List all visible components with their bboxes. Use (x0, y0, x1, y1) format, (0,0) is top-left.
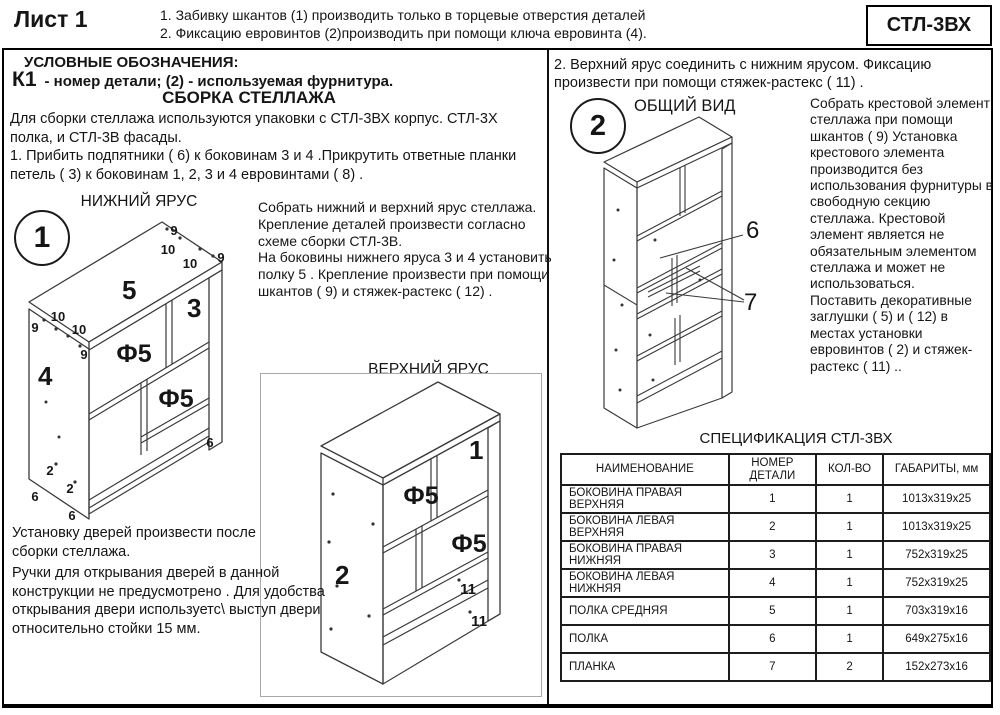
shelf-label-f5a: Ф5 (116, 340, 152, 368)
cell-qty: 1 (816, 485, 883, 513)
dowel-label-9a: 9 (170, 223, 178, 238)
table-row (561, 541, 990, 569)
cell-dims: 152x273x16 (883, 653, 990, 681)
upper-tier-title: ВЕРХНИЙ ЯРУС (368, 361, 489, 378)
cross-element-note-2: Поставить декоративные заглушки ( 5) и ( 12) в местах установки евровинтов ( 2) и стяжек-растекс ( 11) .. (810, 292, 973, 374)
cell-name: ПЛАНКА (561, 653, 729, 681)
col-header-dimensions: ГАБАРИТЫ, мм (883, 454, 990, 485)
doors-note-2: Ручки для открывания дверей в данной конструкции не предусмотрено . Для удобства открывания двери используетс\ выступ двери относительно стойки 15 мм. (12, 565, 325, 637)
table-row (561, 569, 990, 597)
sheet-title: Лист 1 (14, 6, 88, 32)
cell-dims: 703x319x16 (883, 597, 990, 625)
screw-label-2a: 2 (46, 463, 54, 478)
col-header-part-number: НОМЕР ДЕТАЛИ (729, 454, 816, 485)
cell-num: 5 (729, 597, 816, 625)
dowel-label-10a: 10 (160, 242, 176, 257)
part-label-4: 4 (38, 361, 53, 391)
part-label-2: 2 (335, 560, 350, 590)
lower-tier-diagram (4, 202, 244, 522)
cell-name: БОКОВИНА ПРАВАЯ НИЖНЯЯ (561, 541, 729, 569)
dowel-label-10c: 10 (50, 309, 66, 324)
legend-k1: К1 (12, 68, 37, 91)
product-code-box (866, 5, 992, 46)
left-side-panel (29, 309, 89, 519)
cell-dims: 1013x319x25 (883, 485, 990, 513)
step-circle-2-number: 2 (589, 109, 607, 142)
step-circle-1-number: 1 (33, 221, 51, 254)
callout-label-6: 6 (746, 217, 760, 244)
cell-qty: 1 (816, 625, 883, 653)
cabinet-interior-lines (383, 456, 500, 684)
cell-dims: 752x319x25 (883, 541, 990, 569)
assembly-note-1: Собрать нижний и верхний ярус стеллажа. Крепление деталей произвести согласно схеме сборки СТЛ-3В. (258, 199, 537, 249)
cell-num: 1 (729, 485, 816, 513)
cell-qty: 1 (816, 541, 883, 569)
spec-header-row (561, 454, 990, 485)
lower-tier-title: НИЖНИЙ ЯРУС (80, 193, 198, 210)
cell-num: 6 (729, 625, 816, 653)
cell-name: ПОЛКА (561, 625, 729, 653)
callout-labels (744, 217, 759, 316)
cell-qty: 1 (816, 513, 883, 541)
doors-note-1: Установку дверей произвести после сборки стеллажа. (12, 525, 256, 560)
foot-label-6a: 6 (31, 489, 39, 504)
table-row (561, 625, 990, 653)
cabinet-body (604, 117, 732, 428)
cell-num: 3 (729, 541, 816, 569)
shelf-label-f5b: Ф5 (451, 530, 487, 558)
header-note-2: 2. Фиксацию евровинтов (2)производить при помощи ключа евровинта (4). (160, 24, 647, 41)
step2-paragraph: 2. Верхний ярус соединить с нижним ярусом. Фиксацию произвести при помощи стяжек-растекс ( 11) . (554, 57, 932, 91)
table-row (561, 485, 990, 513)
cell-num: 7 (729, 653, 816, 681)
intro-paragraph: Для сборки стеллажа используются упаковки с СТЛ-3ВХ корпус. СТЛ-3Х полка, и СТЛ-3В фасады. (10, 111, 498, 146)
shelf-label-f5a: Ф5 (403, 482, 439, 510)
callout-label-7: 7 (744, 289, 758, 316)
tie-label-11b: 11 (471, 613, 487, 630)
main-frame (2, 48, 993, 708)
dowel-label-9b: 9 (217, 250, 225, 265)
shelf-label-f5b: Ф5 (158, 385, 194, 413)
upper-tier-diagram (261, 374, 539, 694)
table-row (561, 513, 990, 541)
product-code: СТЛ-3ВХ (886, 14, 972, 36)
tie-label-11a: 11 (460, 581, 476, 598)
spec-table (560, 453, 991, 682)
cell-qty: 1 (816, 569, 883, 597)
upper-tier-box (260, 373, 542, 697)
assembly-note-2: На боковины нижнего яруса 3 и 4 установить полку 5 . Крепление произвести при помощи шкантов ( 9) и стяжек-растекс ( 12) . (258, 249, 552, 299)
col-header-name: НАИМЕНОВАНИЕ (561, 454, 729, 485)
foot-label-6b: 6 (68, 508, 76, 522)
cell-dims: 1013x319x25 (883, 513, 990, 541)
assembly-title: СБОРКА СТЕЛЛАЖА (162, 88, 336, 107)
cell-num: 2 (729, 513, 816, 541)
right-side-panel-edge (209, 270, 222, 450)
dowel-label-10b: 10 (182, 256, 198, 271)
right-side-panel-edge (488, 421, 500, 621)
cell-qty: 2 (816, 653, 883, 681)
table-row (561, 597, 990, 625)
part-label-5: 5 (122, 275, 137, 305)
header-notes (160, 7, 647, 42)
cell-num: 4 (729, 569, 816, 597)
screw-label-2b: 2 (66, 481, 74, 496)
dowel-label-10d: 10 (71, 322, 87, 337)
general-view-title: ОБЩИЙ ВИД (634, 97, 736, 115)
cell-name: БОКОВИНА ПРАВАЯ ВЕРХНЯЯ (561, 485, 729, 513)
assembly-notes (258, 199, 554, 300)
header-note-1: 1. Забивку шкантов (1) производить только в торцевые отверстия деталей (160, 7, 646, 23)
cell-dims: 752x319x25 (883, 569, 990, 597)
right-side-panel-edge (722, 143, 732, 398)
table-row (561, 653, 990, 681)
legend-title: УСЛОВНЫЕ ОБОЗНАЧЕНИЯ: (24, 54, 239, 71)
cross-element-notes (810, 96, 996, 375)
general-view-diagram (560, 110, 810, 438)
part-label-3: 3 (187, 293, 202, 323)
cell-name: ПОЛКА СРЕДНЯЯ (561, 597, 729, 625)
spec-title: СПЕЦИФИКАЦИЯ СТЛ-3ВХ (699, 430, 893, 447)
foot-label-6c: 6 (206, 435, 214, 450)
column-divider (547, 50, 549, 704)
part-label-1: 1 (469, 435, 484, 465)
cell-qty: 1 (816, 597, 883, 625)
legend-text: - номер детали; (2) - используемая фурнитура. (44, 73, 394, 90)
dowel-label-9c: 9 (31, 320, 39, 335)
dowel-label-9d: 9 (80, 347, 88, 362)
cell-name: БОКОВИНА ЛЕВАЯ НИЖНЯЯ (561, 569, 729, 597)
step1-paragraph: 1. Прибить подпятники ( 6) к боковинам 3 и 4 .Прикрутить ответные планки петель ( 3) к боковинам 1, 2, 3 и 4 евровинтами ( 8) . (10, 148, 517, 183)
cell-dims: 649x275x16 (883, 625, 990, 653)
cross-element-note-1: Собрать крестовой элемент стеллажа при помощи шкантов ( 9) Установка крестового элемента производится без использования фурнитуры в свободную секцию стеллажа. Крестовой элемент является не обязательным элементом стеллажа и может не использоваться. (810, 96, 993, 292)
cell-name: БОКОВИНА ЛЕВАЯ ВЕРХНЯЯ (561, 513, 729, 541)
col-header-quantity: КОЛ-ВО (816, 454, 883, 485)
